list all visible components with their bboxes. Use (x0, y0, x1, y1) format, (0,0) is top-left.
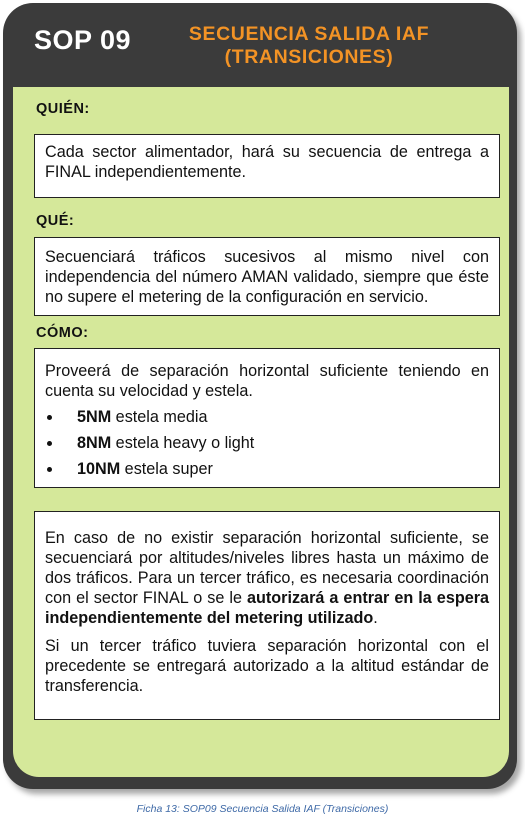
quien-label: QUIÉN: (36, 101, 90, 117)
bullet-icon (47, 415, 52, 420)
bullet-icon (47, 467, 52, 472)
note-box (34, 511, 500, 720)
separation-value: 8NM (77, 434, 112, 452)
note-text-end: . (373, 609, 378, 627)
list-item (45, 433, 489, 459)
como-box (34, 348, 500, 488)
que-box (34, 237, 500, 316)
figure-caption: Ficha 13: SOP09 Secuencia Salida IAF (Transiciones) (136, 803, 389, 815)
separation-wake: estela super (120, 460, 213, 478)
card-header (3, 3, 517, 85)
bullet-icon (47, 441, 52, 446)
sop-code: SOP 09 (34, 25, 132, 55)
note-paragraph-2: Si un tercer tráfico tuviera separación horizontal con el precedente se entregará autorizado a la altitud estándar de transferencia. (45, 637, 489, 695)
sop-card (3, 3, 517, 789)
que-label: QUÉ: (36, 213, 75, 229)
separation-value: 10NM (77, 460, 121, 478)
sop-title (151, 23, 467, 69)
que-text: Secuenciará tráficos sucesivos al mismo nivel con independencia del número AMAN validado, siempre que éste no supere el metering de la configuración en servicio. (45, 248, 489, 306)
list-item (45, 459, 489, 485)
sop-title-line1: SECUENCIA SALIDA IAF (188, 23, 430, 45)
separation-wake: estela heavy o light (111, 434, 255, 452)
quien-box (34, 134, 500, 198)
list-item (45, 407, 489, 433)
separation-list (45, 407, 489, 485)
content-panel (13, 87, 509, 777)
sop-title-line2: (TRANSICIONES) (224, 46, 394, 68)
separation-wake: estela media (111, 408, 208, 426)
note-paragraph-1 (45, 528, 489, 628)
como-text: Proveerá de separación horizontal suficiente teniendo en cuenta su velocidad y estela. (45, 362, 489, 400)
separation-value: 5NM (77, 408, 112, 426)
como-label: CÓMO: (36, 325, 89, 341)
quien-text: Cada sector alimentador, hará su secuencia de entrega a FINAL independientemente. (45, 143, 489, 181)
note-emphasis: autorizará a entrar en la espera independientemente del metering utilizado (45, 589, 490, 627)
note-text: En caso de no existir separación horizontal suficiente, se secuenciará por altitudes/niveles libres hasta un máximo de dos tráficos. Para un tercer tráfico, es necesaria coordinación con el sector FINAL o se le (45, 529, 489, 607)
